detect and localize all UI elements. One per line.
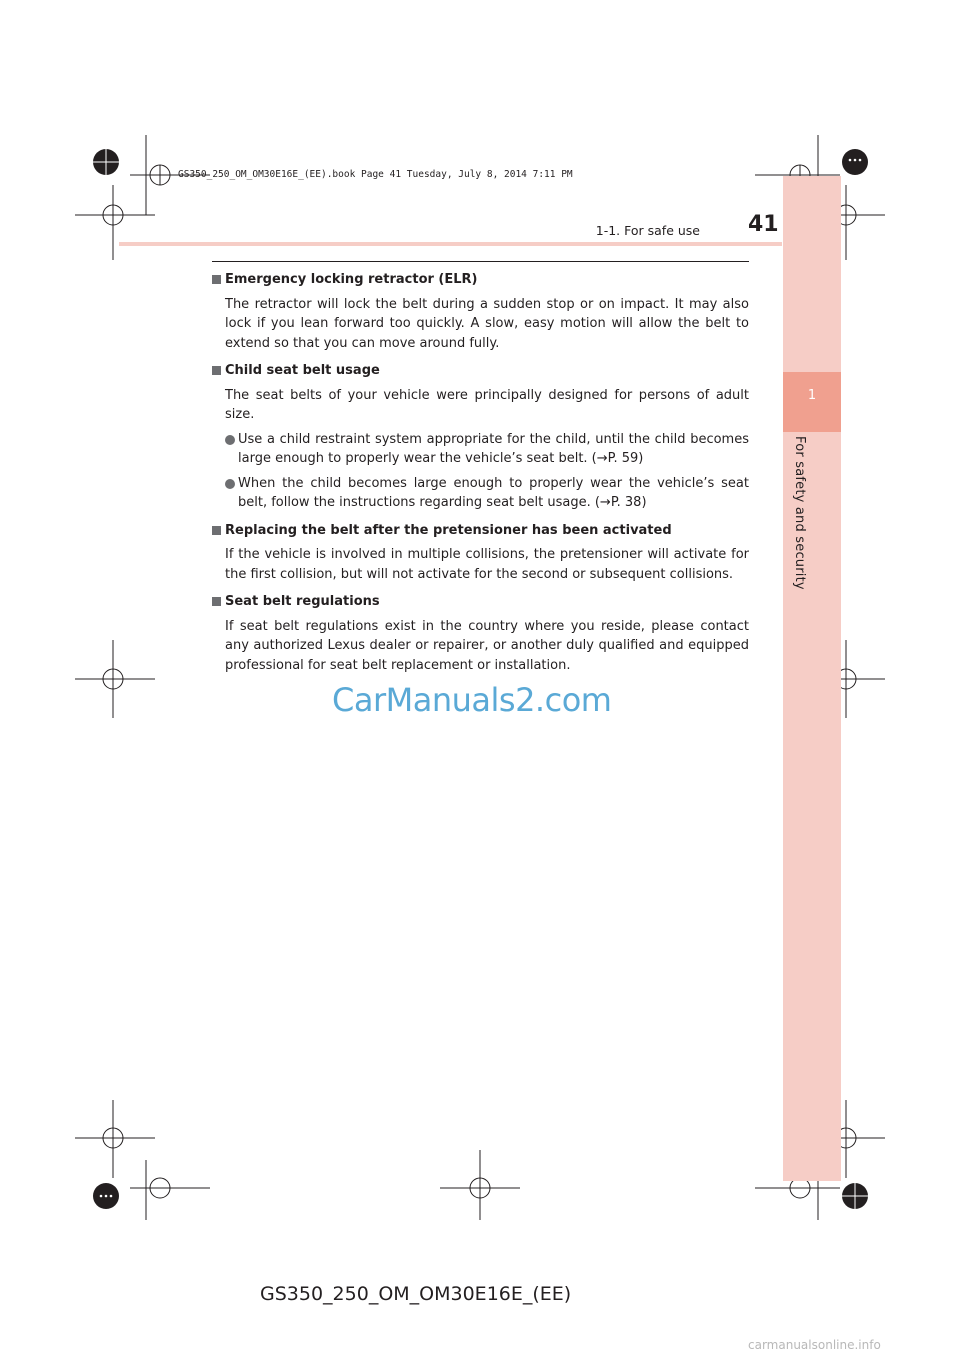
section-regulations xyxy=(212,592,749,675)
page-content xyxy=(212,270,749,683)
section-heading: Seat belt regulations xyxy=(225,594,380,609)
chapter-title: For safety and security xyxy=(792,436,807,590)
square-bullet-icon xyxy=(212,275,221,284)
square-bullet-icon xyxy=(212,526,221,535)
print-info: GS350_250_OM_OM30E16E_(EE).book Page 41 Tuesday, July 8, 2014 7:11 PM xyxy=(178,169,573,180)
chapter-number: 1 xyxy=(807,388,817,403)
round-bullet-icon xyxy=(225,435,235,445)
side-strip xyxy=(783,176,841,1181)
bullet-text: When the child becomes large enough to properly wear the vehicle’s seat belt, follow the instructions regarding seat belt usage. (→P. 38) xyxy=(238,475,749,510)
square-bullet-icon xyxy=(212,597,221,606)
section-body: If seat belt regulations exist in the country where you reside, please contact any authorized Lexus dealer or repairer, or another duly qualified and equipped professional for seat belt replacement or installation. xyxy=(225,618,749,673)
footer-model-code: GS350_250_OM_OM30E16E_(EE) xyxy=(260,1283,572,1305)
header-rule xyxy=(212,261,749,262)
round-bullet-icon xyxy=(225,479,235,489)
bullet-text: Use a child restraint system appropriate for the child, until the child becomes large enough to properly wear the vehicle’s seat belt. (→P. 59) xyxy=(238,431,749,466)
header-band xyxy=(119,242,782,246)
watermark: CarManuals2.com xyxy=(332,681,612,719)
section-body: The retractor will lock the belt during a sudden stop or on impact. It may also lock if you lean forward too quickly. A slow, easy motion will allow the belt to extend so that you can move around fully. xyxy=(225,296,749,351)
section-heading: Emergency locking retractor (ELR) xyxy=(225,272,478,287)
section-elr xyxy=(212,270,749,353)
section-heading: Child seat belt usage xyxy=(225,363,380,378)
footer-site: carmanualsonline.info xyxy=(748,1338,881,1352)
section-body: The seat belts of your vehicle were principally designed for persons of adult size. xyxy=(225,387,749,422)
page-number: 41 xyxy=(748,212,779,237)
section-body: If the vehicle is involved in multiple collisions, the pretensioner will activate for the first collision, but will not activate for the second or subsequent collisions. xyxy=(225,547,749,582)
section-replacing-belt xyxy=(212,521,749,585)
square-bullet-icon xyxy=(212,366,221,375)
section-child-seat-belt xyxy=(212,361,749,513)
section-title: 1-1. For safe use xyxy=(595,223,700,238)
section-heading: Replacing the belt after the pretensioner has been activated xyxy=(225,522,672,538)
